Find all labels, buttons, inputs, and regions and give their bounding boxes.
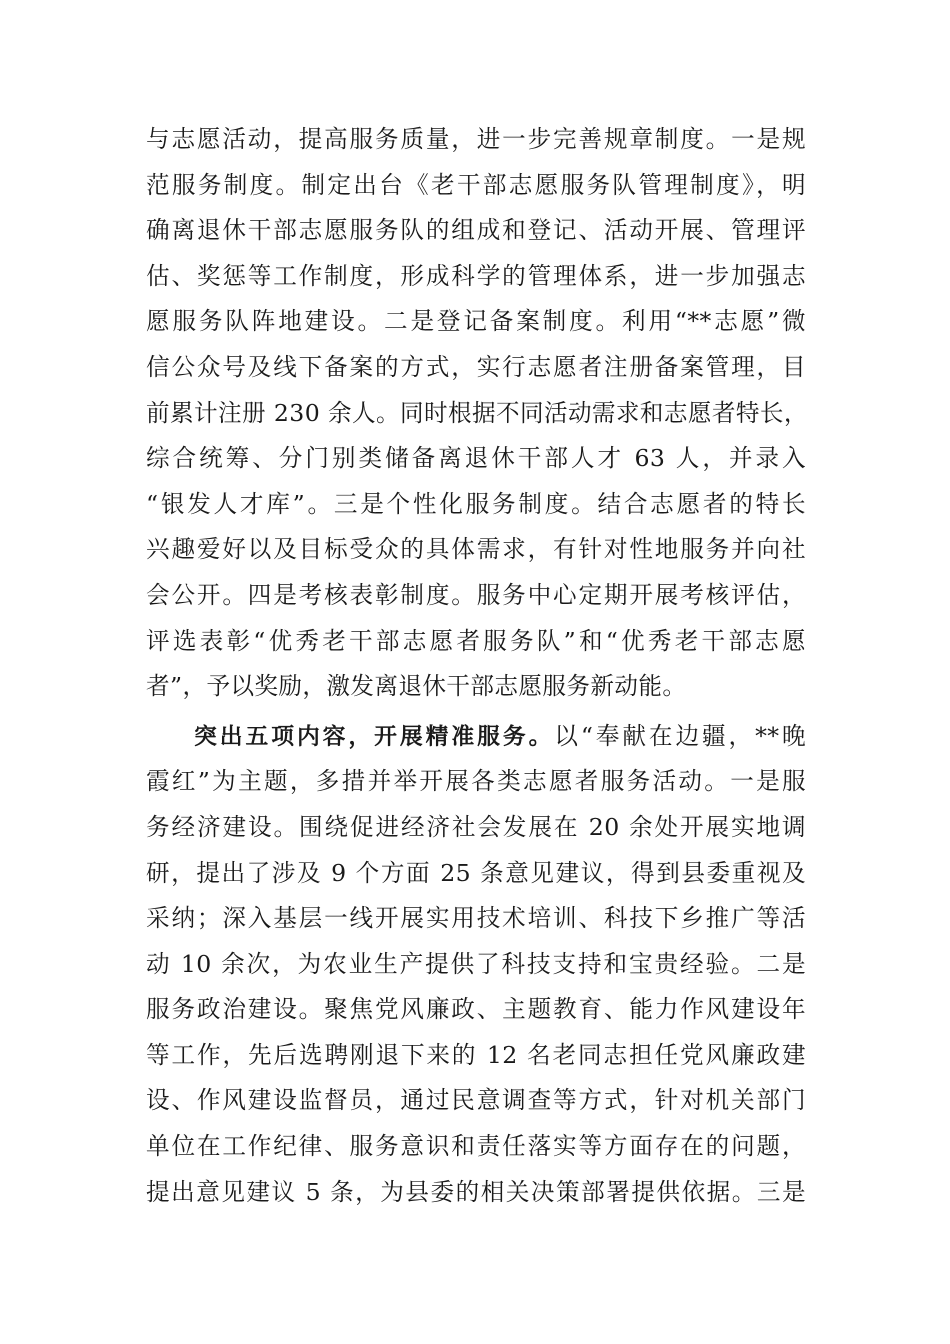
text-line: 动 10 余次，为农业生产提供了科技支持和宝贵经验。二是 [146, 949, 806, 978]
paragraph-five-services [146, 714, 806, 1216]
text-line: 范服务制度。制定出台《老干部志愿服务队管理制度》，明 [146, 170, 806, 199]
text-line-first [146, 714, 806, 760]
text-line: 评选表彰“优秀老干部志愿者服务队”和“优秀老干部志愿 [146, 626, 806, 655]
text-line: 前累计注册 230 余人。同时根据不同活动需求和志愿者特长， [146, 398, 808, 427]
text-line: 单位在工作纪律、服务意识和责任落实等方面存在的问题， [146, 1132, 806, 1161]
text-line: 综合统筹、分门别类储备离退休干部人才 63 人，并录入 [146, 444, 806, 473]
text-line: 务经济建设。围绕促进经济社会发展在 20 余处开展实地调 [146, 812, 806, 841]
heading-continuation: 以“奉献在边疆，**晚 [554, 721, 806, 750]
text-line: 霞红”为主题，多措并举开展各类志愿者服务活动。一是服 [146, 767, 806, 796]
text-line: 提出意见建议 5 条，为县委的相关决策部署提供依据。三是 [146, 1177, 806, 1206]
text-line: 与志愿活动，提高服务质量，进一步完善规章制度。一是规 [146, 125, 806, 153]
text-line: 愿服务队阵地建设。二是登记备案制度。利用“**志愿”微 [146, 307, 806, 336]
text-line-last: 者”，予以奖励，激发离退休干部志愿服务新动能。 [146, 672, 687, 701]
text-line: “银发人才库”。三是个性化服务制度。结合志愿者的特长 [146, 489, 806, 518]
text-line: 研，提出了涉及 9 个方面 25 条意见建议，得到县委重视及 [146, 858, 806, 887]
text-line: 采纳；深入基层一线开展实用技术培训、科技下乡推广等活 [146, 904, 806, 933]
paragraph-regulations [146, 117, 806, 710]
document-body [146, 117, 806, 1215]
text-line: 兴趣爱好以及目标受众的具体需求，有针对性地服务并向社 [146, 535, 806, 564]
text-line: 会公开。四是考核表彰制度。服务中心定期开展考核评估， [146, 580, 806, 609]
text-line: 等工作，先后选聘刚退下来的 12 名老同志担任党风廉政建 [146, 1040, 806, 1069]
text-line: 服务政治建设。聚焦党风廉政、主题教育、能力作风建设年 [146, 995, 806, 1024]
paragraph-heading: 突出五项内容，开展精准服务。 [194, 723, 555, 750]
text-line: 信公众号及线下备案的方式，实行志愿者注册备案管理，目 [146, 352, 806, 381]
text-line: 设、作风建设监督员，通过民意调查等方式，针对机关部门 [146, 1086, 806, 1115]
text-line: 估、奖惩等工作制度，形成科学的管理体系，进一步加强志 [146, 261, 806, 290]
text-line: 确离退休干部志愿服务队的组成和登记、活动开展、管理评 [146, 216, 806, 245]
